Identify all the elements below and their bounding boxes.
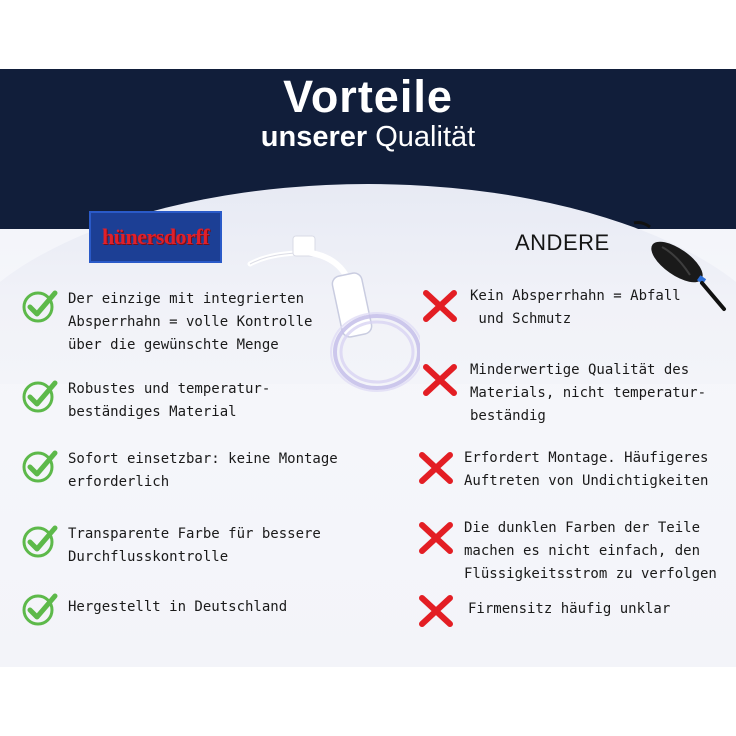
con-text: Kein Absperrhahn = Abfall und Schmutz xyxy=(470,288,681,327)
subtitle-bold: unserer xyxy=(260,121,368,153)
check-circle-icon xyxy=(22,449,58,483)
check-circle-icon xyxy=(22,289,58,323)
pro-text: Robustes und temperatur- beständiges Material xyxy=(68,381,271,420)
con-text: Firmensitz häufig unklar xyxy=(468,601,671,617)
pro-item xyxy=(22,288,312,357)
con-item xyxy=(422,285,681,331)
red-cross-icon xyxy=(418,451,454,485)
pro-item xyxy=(22,378,270,424)
con-text: Die dunklen Farben der Teile machen es nicht einfach, den Flüssigkeitsstrom zu verfolgen xyxy=(464,520,717,582)
pro-item xyxy=(22,448,338,494)
comparison-panel xyxy=(0,69,736,667)
red-cross-icon xyxy=(422,363,458,397)
check-circle-icon xyxy=(22,592,58,626)
con-text: Erfordert Montage. Häufigeres Auftreten von Undichtigkeiten xyxy=(464,450,709,489)
red-cross-icon xyxy=(422,289,458,323)
con-item xyxy=(418,447,708,493)
pro-text: Der einzige mit integrierten Absperrhahn = volle Kontrolle über die gewünschte Menge xyxy=(68,291,313,353)
red-cross-icon xyxy=(418,594,454,628)
brand-logo xyxy=(89,211,222,263)
con-item xyxy=(418,598,670,628)
con-item xyxy=(418,517,717,586)
pro-text: Transparente Farbe für bessere Durchflusskontrolle xyxy=(68,526,321,565)
pro-item xyxy=(22,596,287,626)
pro-text: Sofort einsetzbar: keine Montage erforderlich xyxy=(68,451,338,490)
con-item xyxy=(422,359,706,428)
check-circle-icon xyxy=(22,379,58,413)
check-circle-icon xyxy=(22,524,58,558)
red-cross-icon xyxy=(418,521,454,555)
brand-logo-text: hünersdorff xyxy=(102,224,209,249)
page-title: Vorteile xyxy=(283,71,453,122)
page-subtitle xyxy=(0,121,736,154)
subtitle-rest: Qualität xyxy=(367,121,476,153)
pro-text: Hergestellt in Deutschland xyxy=(68,599,288,615)
con-text: Minderwertige Qualität des Materials, nicht temperatur- beständig xyxy=(470,362,707,424)
other-label: ANDERE xyxy=(515,230,610,255)
pro-item xyxy=(22,523,321,569)
